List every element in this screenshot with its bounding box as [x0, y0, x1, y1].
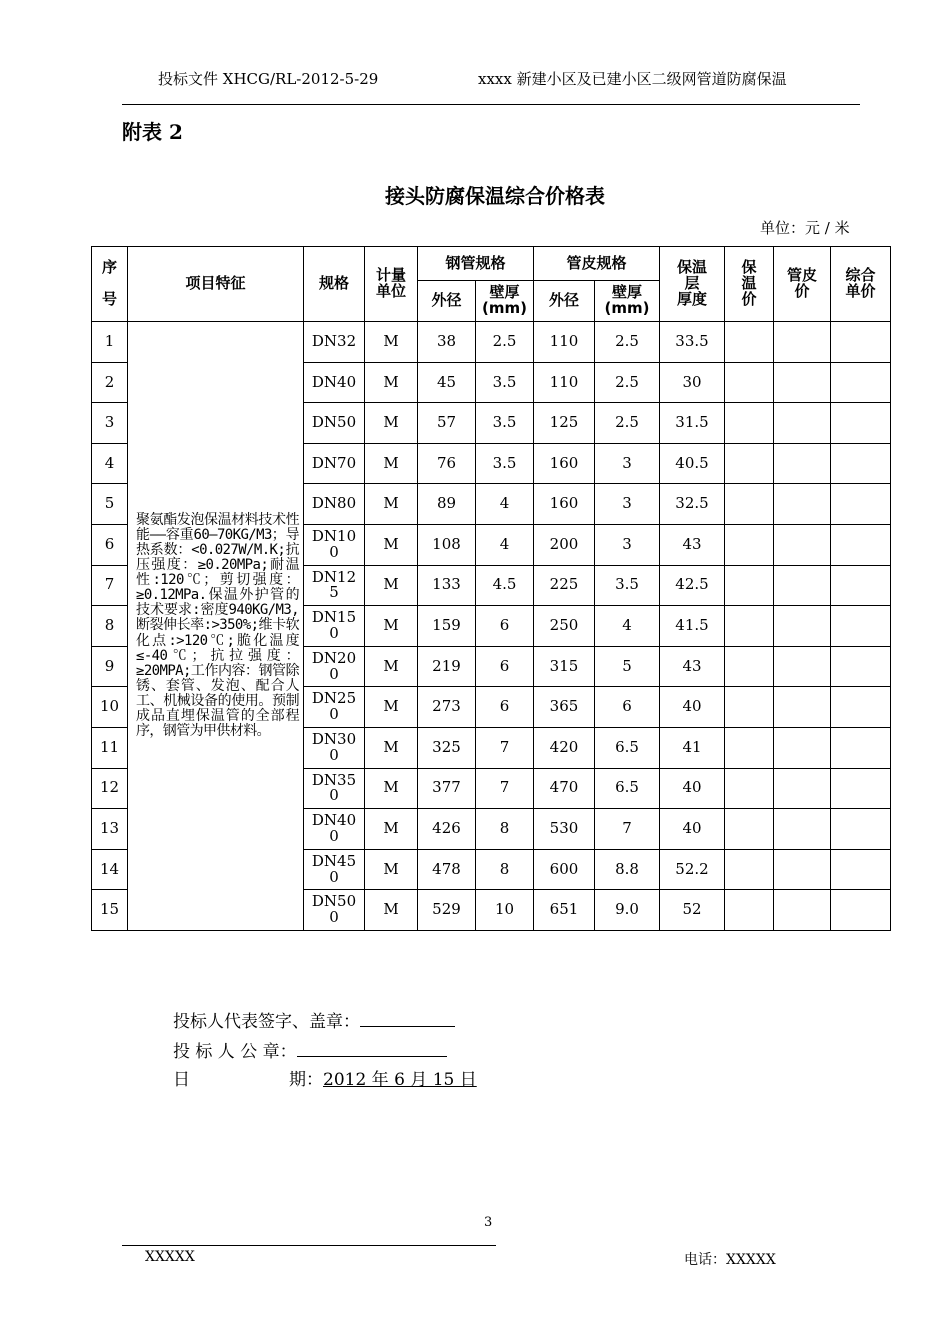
cell-steel-od: 45 [418, 362, 476, 403]
cell-no: 1 [92, 322, 128, 363]
cell-steel-od: 426 [418, 809, 476, 850]
footer-rule [122, 1245, 496, 1246]
cell-unit: M [365, 403, 418, 444]
header-unit: 计量 单位 [365, 247, 418, 322]
footer-right: 电话：XXXXX [684, 1252, 776, 1268]
cell-steel-od: 478 [418, 849, 476, 890]
cell-no: 9 [92, 646, 128, 687]
cell-total-price [831, 322, 891, 363]
spec-part: 0 [329, 542, 339, 561]
cell-spec [304, 646, 365, 687]
spec-part: 0 [329, 664, 339, 683]
cell-jacket-price [774, 809, 831, 850]
cell-steel-wall: 4 [476, 484, 534, 525]
cell-thick: 40 [660, 768, 725, 809]
cell-jacket-od: 110 [534, 362, 595, 403]
cell-insul-price [725, 727, 774, 768]
seal-line [173, 1037, 447, 1062]
cell-unit: M [365, 890, 418, 931]
cell-thick: 32.5 [660, 484, 725, 525]
cell-steel-od: 57 [418, 403, 476, 444]
cell-total-price [831, 768, 891, 809]
spec-part: DN45 [311, 851, 357, 870]
cell-jacket-price [774, 727, 831, 768]
date-line [173, 1065, 477, 1090]
cell-insul-price [725, 443, 774, 484]
cell-thick: 33.5 [660, 322, 725, 363]
cell-jacket-wall: 5 [595, 646, 660, 687]
cell-jacket-wall: 3 [595, 443, 660, 484]
cell-total-price [831, 524, 891, 565]
cell-insul-price [725, 646, 774, 687]
cell-jacket-od: 600 [534, 849, 595, 890]
header-insul-thick: 保温 层 厚度 [660, 247, 725, 322]
cell-steel-od: 219 [418, 646, 476, 687]
spec-part: DN20 [311, 648, 357, 667]
spec-part: DN70 [311, 453, 357, 472]
cell-total-price [831, 443, 891, 484]
cell-no: 10 [92, 687, 128, 728]
spec-part: 0 [329, 786, 339, 805]
cell-total-price [831, 890, 891, 931]
table-body [92, 322, 891, 931]
cell-steel-wall: 3.5 [476, 403, 534, 444]
header-steel-od: 外径 [418, 281, 476, 322]
spec-part: DN40 [311, 372, 357, 391]
cell-insul-price [725, 606, 774, 647]
cell-spec [304, 768, 365, 809]
cell-spec [304, 322, 365, 363]
spec-part: DN40 [311, 811, 357, 830]
cell-steel-od: 529 [418, 890, 476, 931]
cell-steel-wall: 10 [476, 890, 534, 931]
header-insul-price: 保 温 价 [725, 247, 774, 322]
cell-jacket-price [774, 768, 831, 809]
cell-spec [304, 809, 365, 850]
footer-left: XXXXX [145, 1249, 195, 1265]
cell-steel-od: 89 [418, 484, 476, 525]
cell-jacket-wall: 3 [595, 524, 660, 565]
header-jacket-price: 管皮 价 [774, 247, 831, 322]
cell-spec [304, 565, 365, 606]
cell-jacket-price [774, 443, 831, 484]
cell-steel-od: 325 [418, 727, 476, 768]
spec-part: 0 [329, 623, 339, 642]
cell-total-price [831, 362, 891, 403]
spec-part: DN25 [311, 689, 357, 708]
spec-part: 0 [329, 826, 339, 845]
cell-jacket-od: 125 [534, 403, 595, 444]
cell-insul-price [725, 322, 774, 363]
cell-steel-wall: 8 [476, 809, 534, 850]
rep-signature-blank[interactable] [360, 1010, 455, 1027]
spec-part: DN35 [311, 770, 357, 789]
cell-steel-od: 38 [418, 322, 476, 363]
spec-part: 0 [329, 908, 339, 927]
cell-steel-od: 159 [418, 606, 476, 647]
cell-no: 11 [92, 727, 128, 768]
header-jacket-wall: 壁厚 (mm) [595, 281, 660, 322]
seal-label: 投 标 人 公 章： [173, 1042, 297, 1062]
cell-jacket-wall: 6.5 [595, 727, 660, 768]
header-steel-group: 钢管规格 [418, 247, 534, 281]
page-number: 3 [484, 1215, 493, 1230]
cell-steel-od: 108 [418, 524, 476, 565]
cell-no: 5 [92, 484, 128, 525]
cell-no: 15 [92, 890, 128, 931]
cell-steel-od: 377 [418, 768, 476, 809]
cell-total-price [831, 809, 891, 850]
cell-jacket-price [774, 687, 831, 728]
cell-jacket-price [774, 890, 831, 931]
cell-insul-price [725, 687, 774, 728]
cell-steel-wall: 3.5 [476, 362, 534, 403]
cell-steel-wall: 4.5 [476, 565, 534, 606]
cell-jacket-wall: 6.5 [595, 768, 660, 809]
cell-total-price [831, 687, 891, 728]
appendix-label: 附表 2 [122, 120, 183, 144]
header-steel-wall: 壁厚 (mm) [476, 281, 534, 322]
header-seq: 序 号 [92, 247, 128, 322]
cell-jacket-od: 110 [534, 322, 595, 363]
cell-thick: 41 [660, 727, 725, 768]
cell-thick: 30 [660, 362, 725, 403]
cell-jacket-wall: 8.8 [595, 849, 660, 890]
cell-spec [304, 484, 365, 525]
cell-no: 8 [92, 606, 128, 647]
cell-no: 6 [92, 524, 128, 565]
cell-spec [304, 606, 365, 647]
cell-steel-wall: 7 [476, 768, 534, 809]
cell-spec [304, 890, 365, 931]
cell-insul-price [725, 849, 774, 890]
cell-jacket-wall: 9.0 [595, 890, 660, 931]
spec-part: DN15 [311, 608, 357, 627]
cell-jacket-od: 365 [534, 687, 595, 728]
cell-jacket-wall: 2.5 [595, 403, 660, 444]
spec-part: 0 [329, 867, 339, 886]
cell-unit: M [365, 565, 418, 606]
cell-unit: M [365, 768, 418, 809]
spec-part: 0 [329, 745, 339, 764]
header-spec: 规格 [304, 247, 365, 322]
cell-jacket-od: 420 [534, 727, 595, 768]
cell-jacket-price [774, 322, 831, 363]
cell-thick: 31.5 [660, 403, 725, 444]
date-value: 2012 年 6 月 15 日 [323, 1070, 477, 1090]
cell-insul-price [725, 403, 774, 444]
cell-jacket-wall: 2.5 [595, 322, 660, 363]
spec-part: DN80 [311, 494, 357, 513]
header-rule [122, 104, 860, 105]
cell-total-price [831, 606, 891, 647]
header-left: 投标文件 XHCG/RL-2012-5-29 [158, 70, 379, 88]
cell-insul-price [725, 484, 774, 525]
cell-unit: M [365, 606, 418, 647]
cell-thick: 41.5 [660, 606, 725, 647]
cell-unit: M [365, 484, 418, 525]
cell-steel-wall: 3.5 [476, 443, 534, 484]
cell-steel-wall: 8 [476, 849, 534, 890]
cell-unit: M [365, 524, 418, 565]
cell-insul-price [725, 890, 774, 931]
spec-part: DN50 [311, 413, 357, 432]
cell-total-price [831, 727, 891, 768]
cell-jacket-wall: 7 [595, 809, 660, 850]
seal-blank[interactable] [297, 1040, 447, 1057]
spec-part: DN50 [311, 892, 357, 911]
cell-steel-wall: 6 [476, 646, 534, 687]
cell-no: 14 [92, 849, 128, 890]
header-jacket-od: 外径 [534, 281, 595, 322]
cell-spec [304, 403, 365, 444]
cell-jacket-od: 200 [534, 524, 595, 565]
document-title: 接头防腐保温综合价格表 [385, 184, 605, 208]
cell-thick: 40 [660, 809, 725, 850]
unit-note: 单位：元 / 米 [760, 219, 850, 237]
cell-description: 聚氨酯发泡保温材料技术性能——容重60—70KG/M3；导热系数：<0.027W/M.K;抗压强度：≥0.20MPa;耐温性:120℃；剪切强度：≥0.12MPa.保温外护管的技术要求:密度940KG/M3,断裂伸长率:>350%;维卡软化点:>120℃;脆化温度≤-40℃；抗拉强度：≥20MPA;工作内容：钢管除锈、套管、发泡、配合人工、机械设备的使用。预制成品直埋保温管的全部程序，钢管为甲供材料。 [128, 322, 304, 931]
cell-jacket-od: 250 [534, 606, 595, 647]
cell-jacket-wall: 3.5 [595, 565, 660, 606]
cell-steel-od: 133 [418, 565, 476, 606]
cell-total-price [831, 849, 891, 890]
cell-jacket-od: 470 [534, 768, 595, 809]
cell-jacket-od: 530 [534, 809, 595, 850]
cell-thick: 43 [660, 646, 725, 687]
table-row [92, 322, 891, 363]
spec-part: DN10 [311, 527, 357, 546]
cell-no: 12 [92, 768, 128, 809]
cell-thick: 52 [660, 890, 725, 931]
cell-insul-price [725, 524, 774, 565]
cell-jacket-wall: 6 [595, 687, 660, 728]
spec-part: 0 [329, 705, 339, 724]
cell-jacket-price [774, 606, 831, 647]
date-label-2: 期： [289, 1070, 323, 1090]
cell-steel-od: 76 [418, 443, 476, 484]
cell-total-price [831, 403, 891, 444]
date-label-1: 日 [173, 1070, 190, 1090]
cell-jacket-wall: 2.5 [595, 362, 660, 403]
cell-unit: M [365, 809, 418, 850]
header-item: 项目特征 [128, 247, 304, 322]
cell-spec [304, 849, 365, 890]
cell-no: 2 [92, 362, 128, 403]
cell-steel-wall: 6 [476, 606, 534, 647]
cell-unit: M [365, 727, 418, 768]
cell-unit: M [365, 849, 418, 890]
cell-jacket-price [774, 849, 831, 890]
cell-jacket-od: 315 [534, 646, 595, 687]
cell-jacket-price [774, 403, 831, 444]
header-right: xxxx 新建小区及已建小区二级网管道防腐保温 [478, 70, 787, 88]
cell-insul-price [725, 809, 774, 850]
spec-part: DN30 [311, 729, 357, 748]
cell-unit: M [365, 646, 418, 687]
cell-no: 3 [92, 403, 128, 444]
rep-signature-line [173, 1007, 455, 1032]
cell-jacket-wall: 4 [595, 606, 660, 647]
cell-jacket-od: 225 [534, 565, 595, 606]
cell-jacket-od: 160 [534, 484, 595, 525]
cell-no: 4 [92, 443, 128, 484]
cell-jacket-price [774, 646, 831, 687]
cell-jacket-price [774, 565, 831, 606]
cell-jacket-price [774, 484, 831, 525]
cell-unit: M [365, 362, 418, 403]
cell-jacket-od: 160 [534, 443, 595, 484]
cell-total-price [831, 565, 891, 606]
cell-total-price [831, 484, 891, 525]
cell-thick: 42.5 [660, 565, 725, 606]
cell-thick: 40 [660, 687, 725, 728]
cell-insul-price [725, 565, 774, 606]
cell-thick: 43 [660, 524, 725, 565]
cell-jacket-wall: 3 [595, 484, 660, 525]
cell-jacket-od: 651 [534, 890, 595, 931]
spec-part: DN32 [311, 331, 357, 350]
cell-spec [304, 687, 365, 728]
cell-spec [304, 524, 365, 565]
header-total-price: 综合 单价 [831, 247, 891, 322]
price-table [91, 246, 891, 931]
cell-spec [304, 727, 365, 768]
cell-thick: 52.2 [660, 849, 725, 890]
header-jacket-group: 管皮规格 [534, 247, 660, 281]
cell-unit: M [365, 687, 418, 728]
cell-total-price [831, 646, 891, 687]
spec-part: DN12 [311, 567, 357, 586]
spec-part: 5 [329, 583, 339, 602]
cell-no: 13 [92, 809, 128, 850]
cell-steel-wall: 6 [476, 687, 534, 728]
cell-spec [304, 362, 365, 403]
cell-steel-od: 273 [418, 687, 476, 728]
rep-signature-label: 投标人代表签字、盖章： [173, 1012, 360, 1032]
cell-no: 7 [92, 565, 128, 606]
cell-spec [304, 443, 365, 484]
cell-thick: 40.5 [660, 443, 725, 484]
cell-insul-price [725, 362, 774, 403]
cell-jacket-price [774, 362, 831, 403]
cell-unit: M [365, 443, 418, 484]
cell-steel-wall: 4 [476, 524, 534, 565]
cell-steel-wall: 2.5 [476, 322, 534, 363]
cell-insul-price [725, 768, 774, 809]
cell-jacket-price [774, 524, 831, 565]
cell-unit: M [365, 322, 418, 363]
cell-steel-wall: 7 [476, 727, 534, 768]
